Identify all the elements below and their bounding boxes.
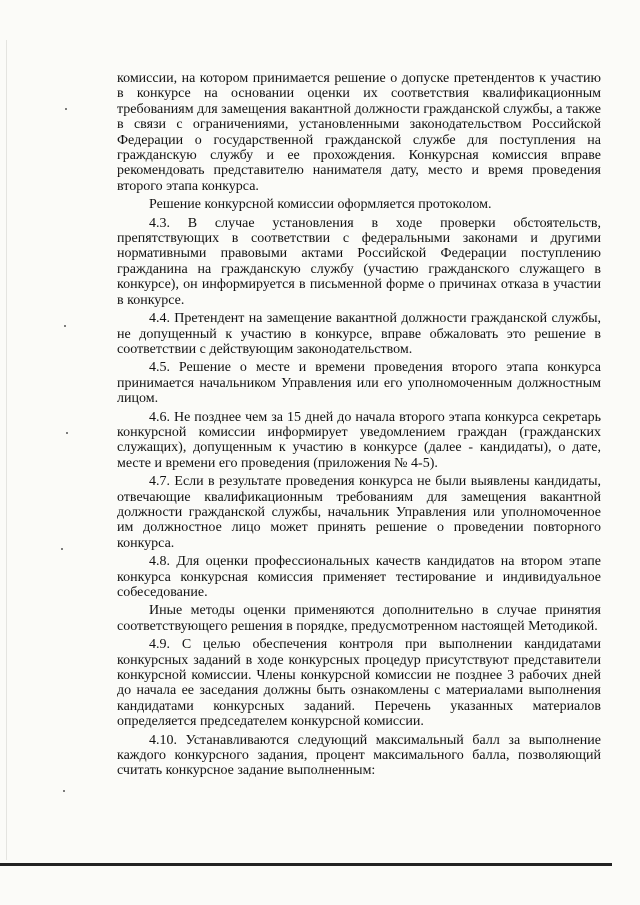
paragraph-4-10: 4.10. Устанавливаются следующий максимальный балл за выполнение каждого конкурсного задания, процент максимального балла, позволяющий считать конкурсное задание выполненным:	[117, 732, 601, 779]
scan-speck	[61, 548, 63, 550]
paragraph-intro: комиссии, на котором принимается решение о допуске претендентов к участию в конкурсе на основании оценки их соответствия квалификационным требованиям для замещения вакантной должности гражданской службы, а также в связи с ограничениями, установленными законодательством Российской Федерации о государственной гражданской службе для поступления на гражданскую службу и ее прохождения. Конкурсная комиссия вправе рекомендовать представителю нанимателя дату, место и время проведения второго этапа конкурса.	[117, 71, 601, 194]
scan-speck	[64, 325, 66, 327]
paragraph-4-9: 4.9. С целью обеспечения контроля при выполнении кандидатами конкурсных заданий в ходе конкурсных процедур присутствуют представители конкурсной комиссии. Члены конкурсной комиссии не позднее 3 рабочих дней до начала ее заседания должны быть ознакомлены с материалами выполнения кандидатами конкурсных заданий. Перечень указанных материалов определяется председателем конкурсной комиссии.	[117, 637, 601, 730]
paragraph-4-5: 4.5. Решение о месте и времени проведения второго этапа конкурса принимается начальником Управления или его уполномоченным должностным лицом.	[117, 360, 601, 407]
scan-speck	[63, 790, 65, 792]
paragraph-4-7: 4.7. Если в результате проведения конкурса не были выявлены кандидаты, отвечающие квалификационным требованиям для замещения вакантной должности гражданской службы, начальник Управления или уполномоченное им должностное лицо может принять решение о проведении повторного конкурса.	[117, 474, 601, 551]
paragraph-protocol: Решение конкурсной комиссии оформляется протоколом.	[149, 197, 492, 213]
bottom-scan-border	[0, 863, 612, 866]
paragraph-4-4: 4.4. Претендент на замещение вакантной должности гражданской службы, не допущенный к участию в конкурсе, вправе обжаловать это решение в соответствии с действующим законодательством.	[117, 311, 601, 357]
document-body	[117, 71, 601, 782]
scan-speck	[65, 108, 67, 110]
scan-edge-line	[6, 40, 7, 860]
paragraph-other-methods: Иные методы оценки применяются дополнительно в случае принятия соответствующего решения в порядке, предусмотренном настоящей Методикой.	[117, 603, 601, 634]
scan-speck	[66, 432, 68, 434]
paragraph-4-8: 4.8. Для оценки профессиональных качеств кандидатов на втором этапе конкурса конкурсная комиссия применяет тестирование и индивидуальное собеседование.	[117, 554, 601, 600]
paragraph-4-6: 4.6. Не позднее чем за 15 дней до начала второго этапа конкурса секретарь конкурсной комиссии информирует уведомлением граждан (гражданских служащих), допущенным к участию в конкурсе (далее - кандидаты), о дате, месте и времени его проведения (приложения № 4-5).	[117, 409, 601, 471]
paragraph-4-3: 4.3. В случае установления в ходе проверки обстоятельств, препятствующих в соответствии с федеральными законами и другими нормативными правовыми актами Российской Федерации поступлению гражданина на гражданскую службу (участию гражданского служащего в конкурсе), он информируется в письменной форме о причинах отказа в участии в конкурсе.	[117, 215, 601, 308]
